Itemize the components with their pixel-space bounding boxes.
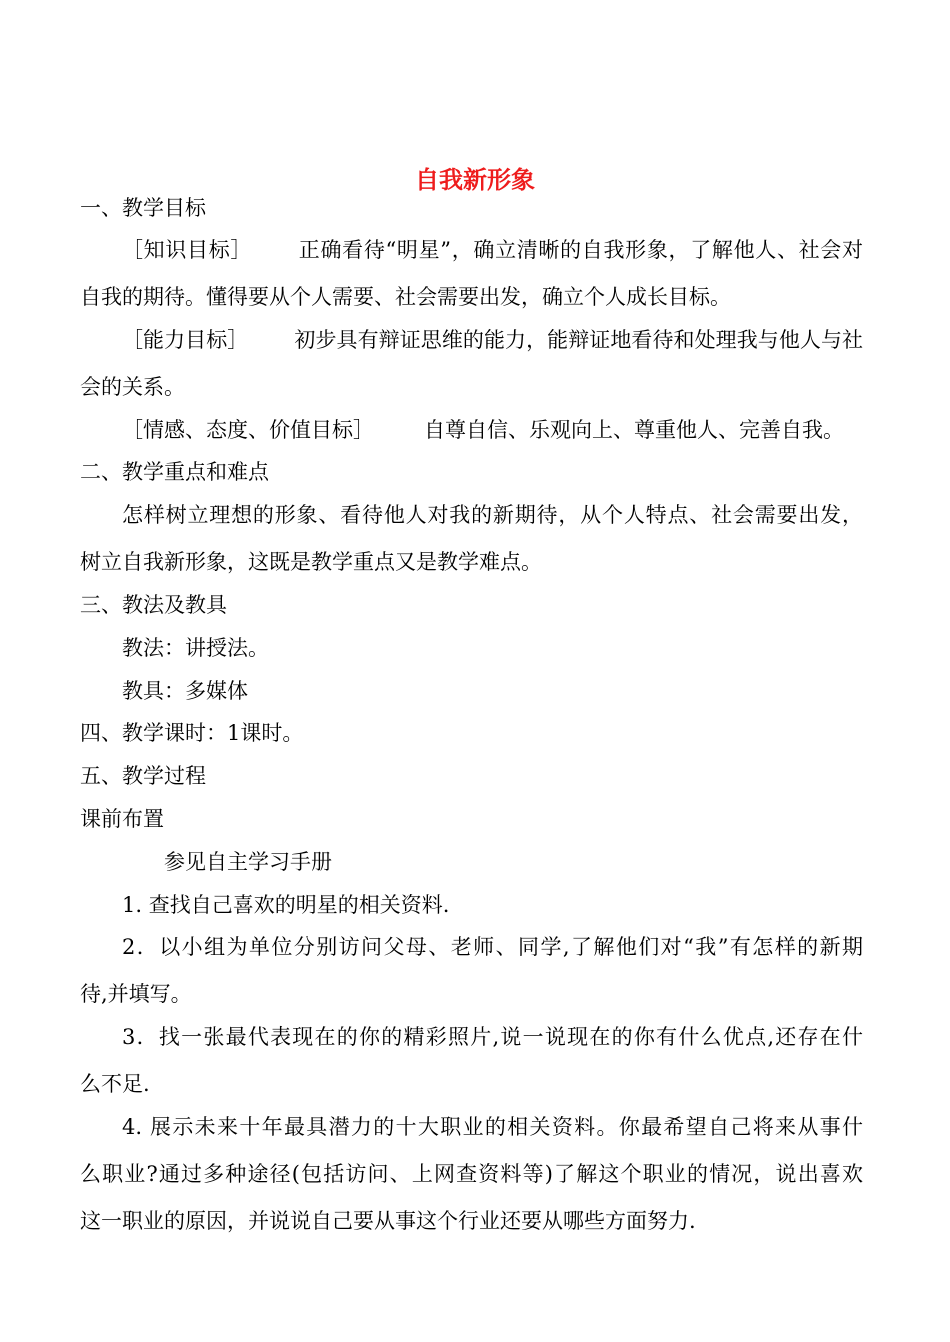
task-item-3-line-2: 么不足. bbox=[80, 1072, 150, 1096]
knowledge-goal-label: ［知识目标］ bbox=[122, 238, 253, 262]
ability-goal-line-1 bbox=[122, 325, 863, 355]
task-item-4-line-3: 这一职业的原因，并说说自己要从事这个行业还要从哪些方面努力. bbox=[80, 1209, 696, 1233]
task-item-4-line-1: 4. 展示未来十年最具潜力的十大职业的相关资料。你最希望自己将来从事什 bbox=[122, 1115, 863, 1139]
task-item-2-line-2: 待,并填写。 bbox=[80, 982, 192, 1006]
section-heading-hours: 四、教学课时：1课时。 bbox=[80, 721, 304, 745]
key-points-line-1: 怎样树立理想的形象、看待他人对我的新期待，从个人特点、社会需要出发， bbox=[122, 503, 863, 527]
section-heading-key-points: 二、教学重点和难点 bbox=[80, 460, 269, 484]
emotion-goal-text: 自尊自信、乐观向上、尊重他人、完善自我。 bbox=[424, 418, 844, 442]
section-heading-methods: 三、教法及教具 bbox=[80, 593, 227, 617]
task-item-2-line-1: 2．以小组为单位分别访问父母、老师、同学,了解他们对“我”有怎样的新期 bbox=[122, 935, 863, 959]
pre-class-heading: 课前布置 bbox=[80, 807, 164, 831]
emotion-goal-label: ［情感、态度、价值目标］ bbox=[122, 418, 374, 442]
ability-goal-line-2: 会的关系。 bbox=[80, 375, 185, 399]
section-heading-process: 五、教学过程 bbox=[80, 764, 206, 788]
teaching-method: 教法：讲授法。 bbox=[122, 636, 269, 660]
task-item-4-line-2: 么职业?通过多种途径(包括访问、上网查资料等)了解这个职业的情况，说出喜欢 bbox=[80, 1162, 863, 1186]
handbook-reference: 参见自主学习手册 bbox=[164, 850, 332, 874]
key-points-line-2: 树立自我新形象，这既是教学重点又是教学难点。 bbox=[80, 550, 542, 574]
ability-goal-label: ［能力目标］ bbox=[122, 328, 249, 352]
document-title: 自我新形象 bbox=[415, 166, 535, 194]
emotion-goal-line bbox=[122, 415, 844, 445]
knowledge-goal-line-2: 自我的期待。懂得要从个人需要、社会需要出发，确立个人成长目标。 bbox=[80, 285, 731, 309]
section-heading-goals: 一、教学目标 bbox=[80, 196, 206, 220]
ability-goal-text: 初步具有辩证思维的能力，能辩证地看待和处理我与他人与社 bbox=[294, 328, 864, 352]
knowledge-goal-line-1 bbox=[122, 235, 863, 265]
teaching-tools: 教具：多媒体 bbox=[122, 679, 248, 703]
task-item-1: 1. 查找自己喜欢的明星的相关资料. bbox=[122, 893, 450, 917]
knowledge-goal-text: 正确看待“明星”，确立清晰的自我形象，了解他人、社会对 bbox=[298, 238, 863, 262]
task-item-3-line-1: 3．找一张最代表现在的你的精彩照片,说一说现在的你有什么优点,还存在什 bbox=[122, 1025, 863, 1049]
